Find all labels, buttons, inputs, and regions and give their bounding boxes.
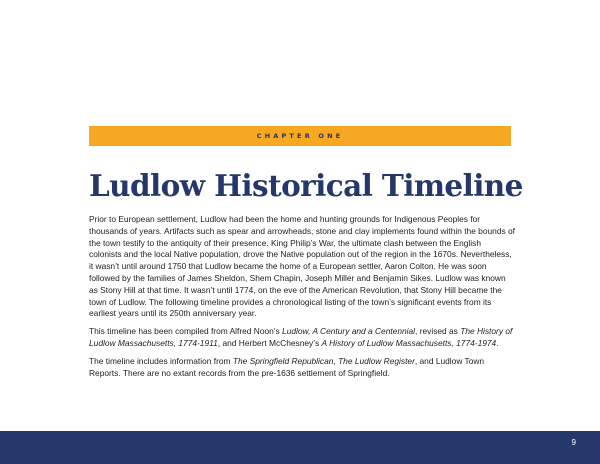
page-title: Ludlow Historical Timeline [89,168,523,203]
chapter-banner [89,126,511,146]
body-text [89,214,515,385]
newspapers-paragraph [89,356,515,380]
newspaper-ludlow-register: The Ludlow Register [338,355,415,366]
book-title-ludlow-century: Ludlow, A Century and a Centennial [282,326,416,337]
newspapers-text-3: , and Ludlow Town Reports. There are no extant records from the pre-1636 settlement of Springfield. [89,355,485,378]
sources-text-2: , revised as [415,326,461,337]
book-title-history-1974: A History of Ludlow Massachusetts, 1774-1974 [321,337,497,348]
sources-text-1: This timeline has been compiled from Alfred Noon’s [89,326,283,337]
footer-band [0,431,600,464]
book-title-history-1911: The History of Ludlow Massachusetts, 1774-1911 [89,326,513,348]
page-number: 9 [571,438,576,447]
sources-text-3: , and Herbert McChesney’s [217,337,322,348]
intro-paragraph: Prior to European settlement, Ludlow had been the home and hunting grounds for Indigenous Peoples for thousands of years. Artifacts such as spear and arrowheads, stone and clay implements found within the bounds of the town testify to the antiquity of their presence. King Philip’s War, the ultimate clash between the English colonists and the local Native population, drove the Native population out of the region in the 1670s. Nevertheless, it wasn’t until around 1750 that Ludlow became the home of a European settler, Aaron Colton. He was soon followed by the families of James Sheldon, Shem Chapin, Joseph Miller and Benjamin Sikes. Ludlow was known as Stony Hill at that time. It wasn’t until 1774, on the eve of the American Revolution, that Stony Hill became the town of Ludlow. The following timeline provides a chronological listing of the town’s significant events from its earliest years until its 250th anniversary year. [89,214,515,319]
sources-paragraph [89,326,515,350]
chapter-label: CHAPTER ONE [256,132,344,140]
newspapers-text-1: The timeline includes information from [89,355,233,366]
sources-text-4: . [496,337,499,348]
newspaper-springfield-republican: The Springfield Republican [232,355,334,366]
newspapers-text-2: , [333,355,339,366]
